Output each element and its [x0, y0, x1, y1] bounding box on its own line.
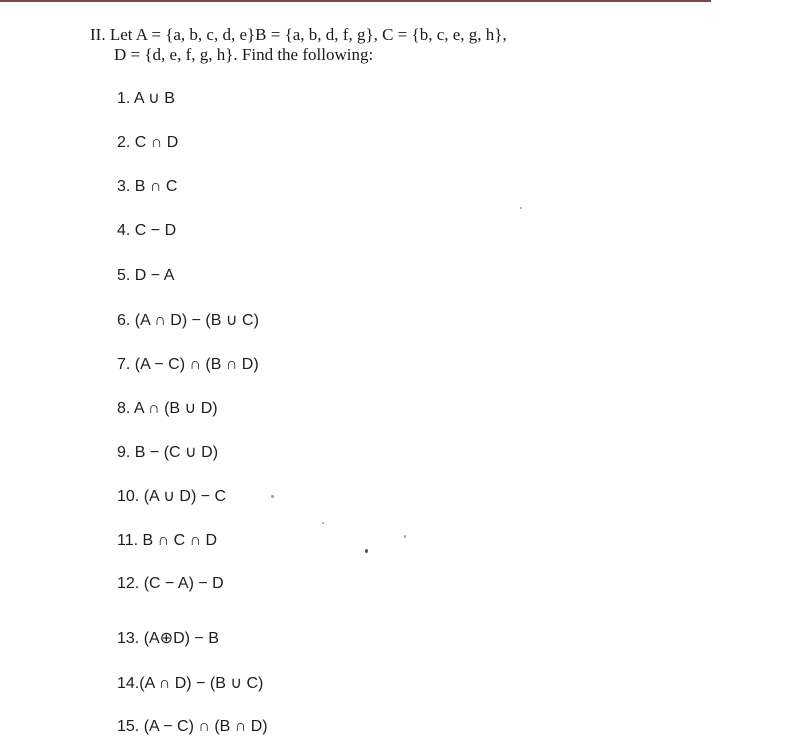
problem-item-10: 10. (A ∪ D) − C — [117, 488, 227, 505]
problem-item-2: 2. C ∩ D — [117, 134, 179, 151]
problem-item-1: 1. A ∪ B — [117, 90, 175, 107]
scan-speck — [520, 207, 522, 209]
problem-item-8: 8. A ∩ (B ∪ D) — [117, 400, 218, 417]
scan-speck — [404, 535, 406, 538]
problem-item-4: 4. C − D — [117, 222, 177, 239]
header-line-1: II. Let A = {a, b, c, d, e}B = {a, b, d, f, g}, C = {b, c, e, g, h}, — [90, 25, 507, 44]
scan-speck — [322, 522, 324, 524]
scan-speck — [271, 495, 274, 498]
scan-speck — [365, 549, 368, 553]
header-line-2: D = {d, e, f, g, h}. Find the following: — [114, 45, 374, 64]
problem-item-7: 7. (A − C) ∩ (B ∩ D) — [117, 356, 259, 373]
problem-item-14: 14.(A ∩ D) − (B ∪ C) — [117, 675, 264, 692]
problem-item-11: 11. B ∩ C ∩ D — [117, 532, 218, 549]
problem-item-13: 13. (A⊕D) − B — [117, 630, 219, 647]
problem-item-5: 5. D − A — [117, 267, 175, 284]
problem-item-3: 3. B ∩ C — [117, 178, 178, 195]
problem-item-15: 15. (A − C) ∩ (B ∩ D) — [117, 718, 268, 735]
problem-item-6: 6. (A ∩ D) − (B ∪ C) — [117, 312, 259, 329]
problem-item-12: 12. (C − A) − D — [117, 575, 224, 592]
problem-item-9: 9. B − (C ∪ D) — [117, 444, 219, 461]
